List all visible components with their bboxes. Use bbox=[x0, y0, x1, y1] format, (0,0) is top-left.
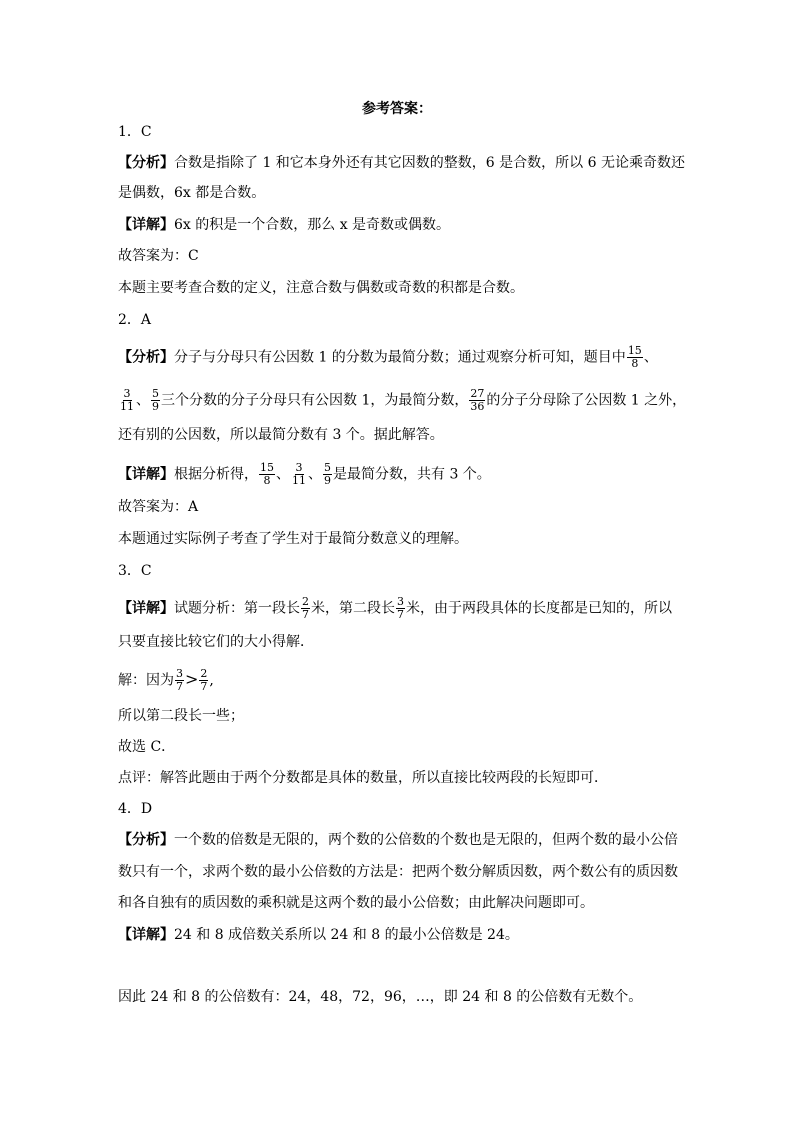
q2-analysis-text1: 分子与分母只有公因数 1 的分数为最简分数；通过观察分析可知，题目中 bbox=[174, 349, 626, 366]
q2-answer: 故答案为：A bbox=[118, 499, 199, 515]
q3-detail-line1 bbox=[118, 596, 672, 621]
greater-than-sign: > bbox=[185, 669, 199, 689]
q1-note: 本题主要考查合数的定义，注意合数与偶数或奇数的积都是合数。 bbox=[118, 280, 524, 296]
q1-detail-line bbox=[118, 215, 450, 235]
q4-analysis-line2: 数只有一个，求两个数的最小公倍数的方法是：把两个数分解质因数，两个数公有的质因数 bbox=[118, 864, 678, 880]
q4-analysis-line1 bbox=[118, 830, 678, 850]
fraction-5-9: $\frac{5}{9}$ bbox=[324, 461, 331, 487]
fraction-27-36: $\frac{27}{36}$ bbox=[470, 387, 485, 413]
analysis-tag: 【分析】 bbox=[118, 349, 174, 366]
q4-analysis-text1: 一个数的倍数是无限的，两个数的公倍数的个数也是无限的，但两个数的最小公倍 bbox=[174, 832, 678, 848]
q4-detail-line1 bbox=[118, 925, 519, 945]
separator: 、 bbox=[643, 349, 658, 366]
q2-analysis-line2 bbox=[118, 388, 686, 413]
q4-detail-text1: 24 和 8 成倍数关系所以 24 和 8 的最小公倍数是 24。 bbox=[174, 927, 519, 943]
q2-detail-text-b: 是最简分数，共有 3 个。 bbox=[333, 466, 491, 483]
q3-solution-text-a: 解：因为 bbox=[118, 672, 174, 689]
q4-number: 4．D bbox=[118, 801, 153, 817]
q2-analysis-line1 bbox=[118, 345, 658, 370]
q1-analysis-text1: 合数是指除了 1 和它本身外还有其它因数的整数，6 是合数，所以 6 无论乘奇数还 bbox=[174, 155, 685, 171]
q1-analysis-line2: 是偶数，6x 都是合数。 bbox=[118, 185, 266, 201]
separator: 、 bbox=[136, 392, 150, 409]
detail-tag: 【详解】 bbox=[118, 466, 174, 483]
q4-detail-line2: 因此 24 和 8 的公倍数有：24，48，72，96，…，即 24 和 8 的公倍数有无数个。 bbox=[118, 989, 643, 1005]
q3-solution-line bbox=[118, 668, 214, 693]
fraction-3-7: $\frac{3}{7}$ bbox=[176, 667, 183, 693]
q3-number: 3．C bbox=[118, 563, 152, 579]
q3-solution-line2: 所以第二段长一些； bbox=[118, 708, 244, 724]
q2-analysis-text2: 三个分数的分子分母只有公因数 1，为最简分数， bbox=[161, 392, 469, 409]
q3-detail-line2: 只要直接比较它们的大小得解． bbox=[118, 634, 314, 650]
detail-tag: 【详解】 bbox=[118, 927, 174, 943]
fraction-15-8: $\frac{15}{8}$ bbox=[627, 344, 642, 370]
q4-analysis-line3: 和各自独有的质因数的乘积就是这两个数的最小公倍数；由此解决问题即可。 bbox=[118, 895, 594, 911]
q3-detail-text-b: 米，第二段长 bbox=[311, 600, 395, 617]
fraction-3-11: $\frac{3}{11}$ bbox=[120, 387, 134, 413]
q2-analysis-text2c: 的分子分母除了公因数 1 之外， bbox=[486, 392, 687, 409]
analysis-tag: 【分析】 bbox=[118, 155, 174, 171]
q3-detail-text-c: 米，由于两段具体的长度都是已知的，所以 bbox=[406, 600, 672, 617]
page-title: 参考答案： bbox=[362, 101, 432, 117]
q2-number: 2．A bbox=[118, 312, 152, 328]
analysis-tag: 【分析】 bbox=[118, 832, 174, 848]
q3-choose: 故选 C． bbox=[118, 739, 176, 755]
fraction-2-7: $\frac{2}{7}$ bbox=[200, 667, 208, 693]
q3-detail-text-a: 试题分析：第一段长 bbox=[174, 600, 300, 617]
q1-answer: 故答案为：C bbox=[118, 248, 199, 264]
fraction-3-7: $\frac{3}{7}$ bbox=[397, 595, 404, 621]
q1-number: 1．C bbox=[118, 124, 152, 140]
q2-detail-line: 【详解】根据分析得， $\frac{15}{8}$ 、 $\frac{3}{11}$ 、 $\frac{5}{9}$ 是最简分数，共有 3 个。 bbox=[118, 461, 491, 487]
fraction-3-11: $\frac{3}{11}$ bbox=[292, 461, 306, 487]
q1-detail-text: 6x 的积是一个合数，那么 x 是奇数或偶数。 bbox=[174, 217, 451, 233]
q2-note: 本题通过实际例子考查了学生对于最简分数意义的理解。 bbox=[118, 531, 468, 547]
q2-detail-text-a: 根据分析得， bbox=[174, 466, 258, 483]
detail-tag: 【详解】 bbox=[118, 217, 174, 233]
detail-tag: 【详解】 bbox=[118, 600, 174, 617]
fraction-2-7: $\frac{2}{7}$ bbox=[302, 595, 309, 621]
fraction-5-9: $\frac{5}{9}$ bbox=[152, 387, 159, 413]
q2-analysis-line3: 还有别的公因数，所以最简分数有 3 个。据此解答。 bbox=[118, 427, 444, 443]
q3-review: 点评：解答此题由于两个分数都是具体的数量，所以直接比较两段的长短即可． bbox=[118, 770, 608, 786]
fraction-15-8: $\frac{15}{8}$ bbox=[260, 461, 274, 487]
q1-analysis-line1 bbox=[118, 153, 685, 173]
q3-solution-text-b: , bbox=[209, 672, 214, 689]
